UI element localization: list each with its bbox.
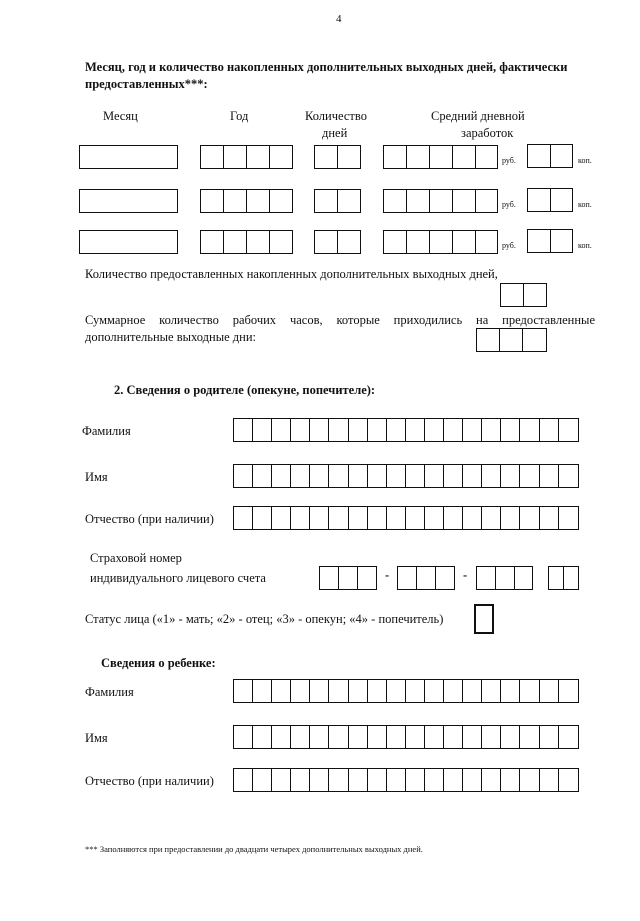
char-cell[interactable] [463,680,482,702]
child-patronymic-label: Отчество (при наличии) [85,774,214,788]
char-cell[interactable] [368,680,387,702]
char-cell[interactable] [291,769,310,791]
char-cell[interactable] [368,419,387,441]
year-field[interactable] [200,230,293,254]
char-cell[interactable] [463,507,482,529]
char-cell[interactable] [501,507,520,529]
char-cell[interactable] [520,465,539,487]
char-cell[interactable] [329,507,348,529]
char-cell[interactable] [387,769,406,791]
status-label: Статус лица («1» - мать; «2» - отец; «3» - опекун; «4» - попечитель) [85,612,444,626]
char-cell[interactable] [387,419,406,441]
earnings-rub-field[interactable] [383,145,498,169]
snils-label: Страховой номер [90,551,182,565]
char-cell[interactable] [425,465,444,487]
col-earnings-header: Средний дневной [431,109,525,123]
col-month-header: Месяц [103,109,138,123]
char-cell[interactable] [501,465,520,487]
char-cell[interactable] [310,465,329,487]
char-cell[interactable] [540,465,559,487]
char-cell[interactable] [234,726,253,748]
days-count-field[interactable] [314,145,361,169]
char-cell[interactable] [540,507,559,529]
char-cell[interactable] [463,465,482,487]
char-cell[interactable] [349,726,368,748]
char-cell[interactable] [520,726,539,748]
child-surname-label: Фамилия [85,685,134,699]
month-field[interactable] [79,145,178,169]
char-cell[interactable] [291,465,310,487]
earnings-kop-field[interactable] [527,144,573,168]
char-cell[interactable] [310,769,329,791]
char-cell[interactable] [501,680,520,702]
char-cell[interactable] [425,507,444,529]
char-cell[interactable] [349,507,368,529]
char-cell[interactable] [387,680,406,702]
char-cell[interactable] [272,419,291,441]
char-cell[interactable] [540,680,559,702]
section-title-line2: предоставленных***: [85,77,208,91]
char-cell[interactable] [520,680,539,702]
char-cell[interactable] [425,419,444,441]
char-cell[interactable] [559,680,578,702]
status-field[interactable] [474,604,494,634]
accumulated-days-field[interactable] [500,283,547,307]
kop-label: коп. [578,241,592,250]
month-field[interactable] [79,230,178,254]
char-cell[interactable] [482,680,501,702]
accumulated-days-label: Количество предоставленных накопленных дополнительных выходных дней, [85,267,498,281]
kop-label: коп. [578,156,592,165]
char-cell[interactable] [291,680,310,702]
year-field[interactable] [200,189,293,213]
hours-label: Суммарное количество рабочих часов, которые приходились на предоставленные [85,313,595,327]
parent-surname-field[interactable] [233,418,579,442]
char-cell[interactable] [234,507,253,529]
char-cell[interactable] [463,726,482,748]
char-cell[interactable] [520,419,539,441]
char-cell[interactable] [272,465,291,487]
earnings-kop-field[interactable] [527,229,573,253]
snils-checksum-field[interactable] [548,566,579,590]
char-cell[interactable] [349,769,368,791]
char-cell[interactable] [368,769,387,791]
char-cell[interactable] [310,680,329,702]
char-cell[interactable] [482,507,501,529]
earnings-kop-field[interactable] [527,188,573,212]
char-cell[interactable] [406,465,425,487]
parent-patronymic-label: Отчество (при наличии) [85,512,214,526]
char-cell[interactable] [444,769,463,791]
char-cell[interactable] [253,465,272,487]
char-cell[interactable] [559,769,578,791]
char-cell[interactable] [540,419,559,441]
snils-part3-field[interactable] [476,566,533,590]
char-cell[interactable] [253,769,272,791]
hours-label-2: дополнительные выходные дни: [85,330,257,344]
child-section-title: Сведения о ребенке: [101,656,216,670]
char-cell[interactable] [425,680,444,702]
char-cell[interactable] [444,465,463,487]
char-cell[interactable] [368,507,387,529]
char-cell[interactable] [406,507,425,529]
char-cell[interactable] [482,419,501,441]
snils-dash: - [463,568,468,582]
parent-name-label: Имя [85,470,108,484]
child-name-label: Имя [85,731,108,745]
char-cell[interactable] [329,726,348,748]
year-field[interactable] [200,145,293,169]
char-cell[interactable] [501,419,520,441]
char-cell[interactable] [559,507,578,529]
char-cell[interactable] [520,507,539,529]
days-count-field[interactable] [314,189,361,213]
parent-section-title: 2. Сведения о родителе (опекуне, попечителе): [114,383,376,397]
col-earnings-header-2: заработок [461,126,514,140]
days-count-field[interactable] [314,230,361,254]
snils-label-2: индивидуального лицевого счета [90,571,266,585]
char-cell[interactable] [540,726,559,748]
parent-patronymic-field[interactable] [233,506,579,530]
char-cell[interactable] [463,769,482,791]
char-cell[interactable] [444,680,463,702]
snils-part2-field[interactable] [397,566,455,590]
char-cell[interactable] [482,769,501,791]
char-cell[interactable] [559,465,578,487]
char-cell[interactable] [368,465,387,487]
char-cell[interactable] [253,726,272,748]
col-count-header-2: дней [322,126,348,140]
char-cell[interactable] [310,726,329,748]
char-cell[interactable] [234,769,253,791]
char-cell[interactable] [253,680,272,702]
char-cell[interactable] [520,769,539,791]
child-name-field[interactable] [233,725,579,749]
char-cell[interactable] [368,726,387,748]
char-cell[interactable] [406,419,425,441]
char-cell[interactable] [387,507,406,529]
char-cell[interactable] [272,769,291,791]
char-cell[interactable] [329,465,348,487]
char-cell[interactable] [272,680,291,702]
char-cell[interactable] [425,726,444,748]
footnote: *** Заполняются при предоставлении до двадцати четырех дополнительных выходных дней. [85,844,423,854]
char-cell[interactable] [234,680,253,702]
char-cell[interactable] [482,726,501,748]
rub-label: руб. [502,156,516,165]
parent-name-field[interactable] [233,464,579,488]
child-surname-field[interactable] [233,679,579,703]
char-cell[interactable] [253,507,272,529]
rub-label: руб. [502,200,516,209]
col-count-header: Количество [305,109,367,123]
hours-field[interactable] [476,328,547,352]
char-cell[interactable] [272,507,291,529]
char-cell[interactable] [482,465,501,487]
char-cell[interactable] [310,507,329,529]
char-cell[interactable] [559,726,578,748]
char-cell[interactable] [406,769,425,791]
char-cell[interactable] [291,419,310,441]
char-cell[interactable] [540,769,559,791]
earnings-rub-field[interactable] [383,230,498,254]
month-field[interactable] [79,189,178,213]
snils-part1-field[interactable] [319,566,377,590]
char-cell[interactable] [387,465,406,487]
parent-surname-label: Фамилия [82,424,131,438]
rub-label: руб. [502,241,516,250]
char-cell[interactable] [291,507,310,529]
char-cell[interactable] [444,419,463,441]
earnings-rub-field[interactable] [383,189,498,213]
char-cell[interactable] [310,419,329,441]
kop-label: коп. [578,200,592,209]
char-cell[interactable] [349,465,368,487]
child-patronymic-field[interactable] [233,768,579,792]
char-cell[interactable] [272,726,291,748]
char-cell[interactable] [253,419,272,441]
char-cell[interactable] [291,726,310,748]
char-cell[interactable] [406,680,425,702]
page-number: 4 [336,13,342,25]
char-cell[interactable] [349,419,368,441]
char-cell[interactable] [444,507,463,529]
char-cell[interactable] [501,769,520,791]
char-cell[interactable] [329,419,348,441]
char-cell[interactable] [234,419,253,441]
section-title-line1: Месяц, год и количество накопленных дополнительных выходных дней, фактически [85,60,568,74]
char-cell[interactable] [234,465,253,487]
snils-dash: - [385,568,390,582]
char-cell[interactable] [406,726,425,748]
char-cell[interactable] [329,680,348,702]
char-cell[interactable] [463,419,482,441]
col-year-header: Год [230,109,249,123]
char-cell[interactable] [349,680,368,702]
char-cell[interactable] [425,769,444,791]
char-cell[interactable] [444,726,463,748]
char-cell[interactable] [387,726,406,748]
char-cell[interactable] [329,769,348,791]
char-cell[interactable] [559,419,578,441]
char-cell[interactable] [501,726,520,748]
